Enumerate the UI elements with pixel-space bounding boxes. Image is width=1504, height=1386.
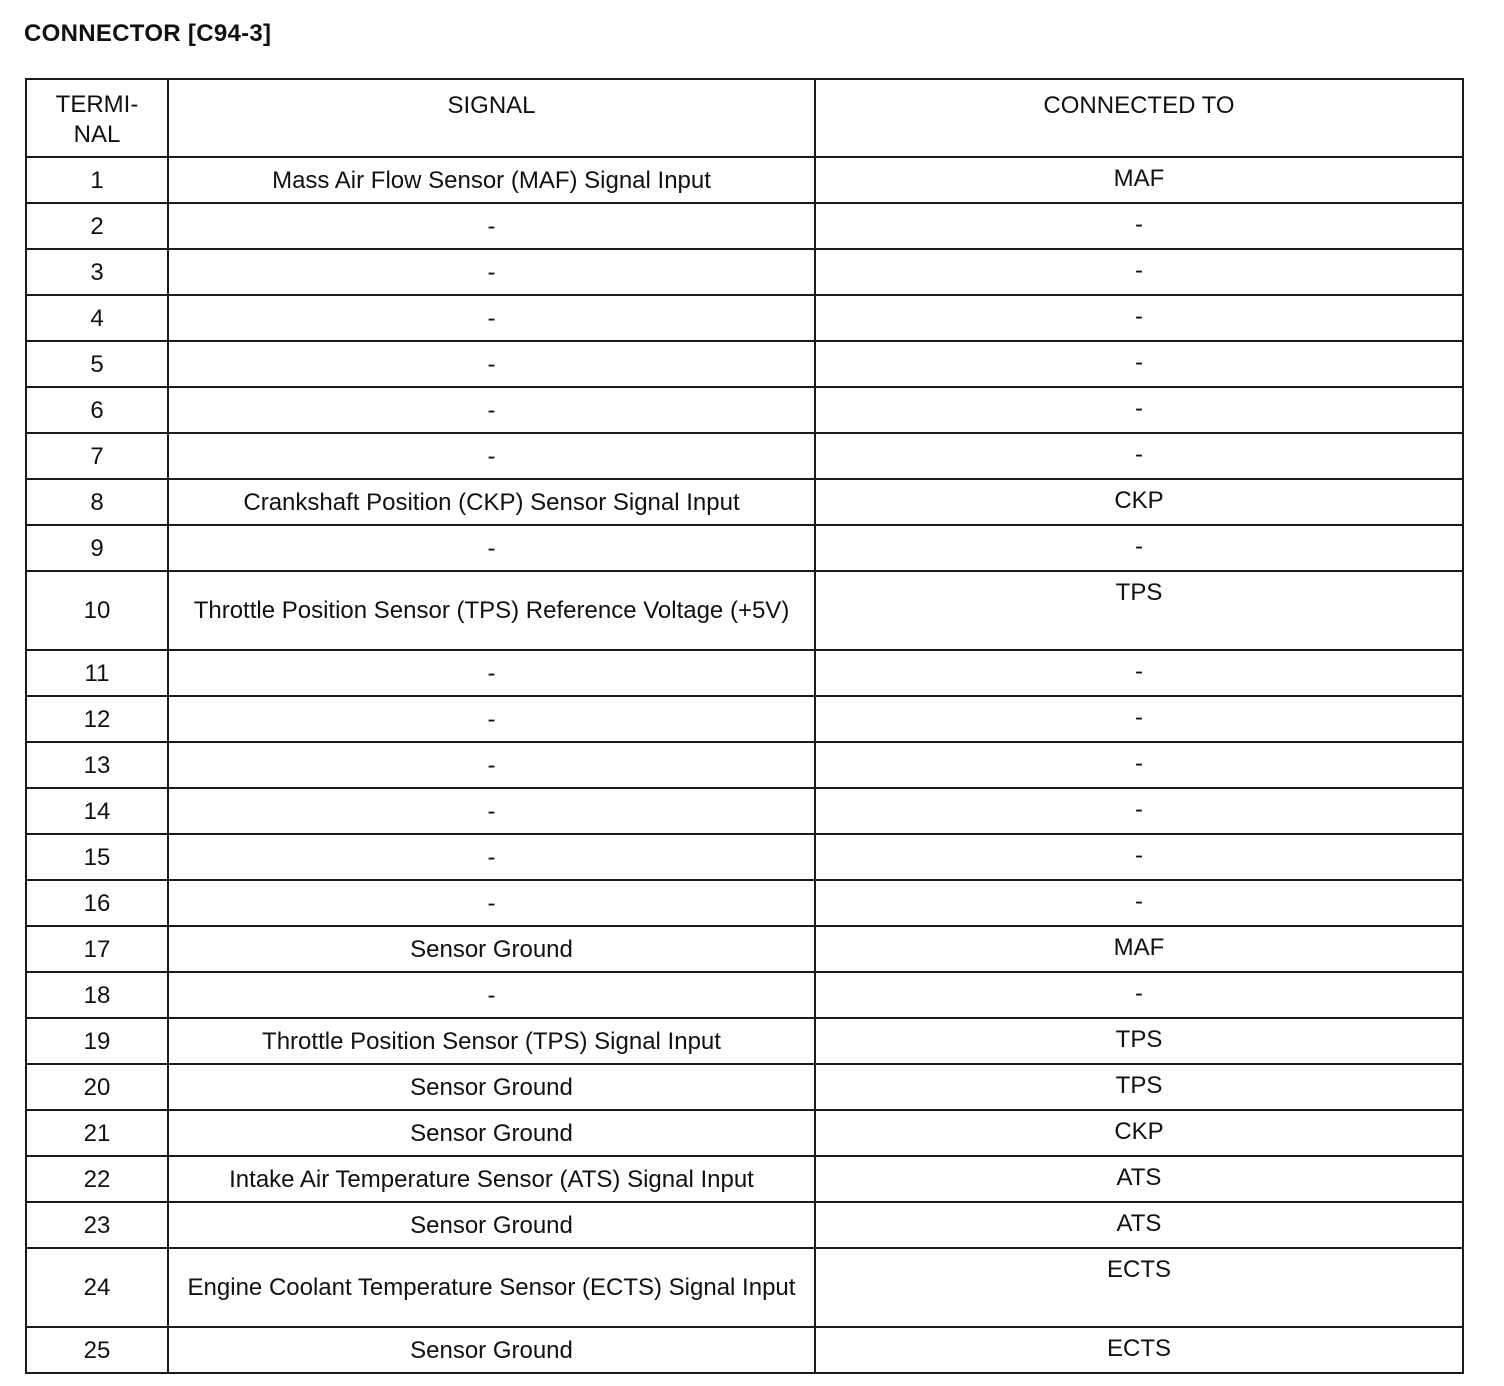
- connected-to-cell: -: [815, 525, 1463, 571]
- signal-cell: -: [168, 880, 815, 926]
- connected-to-cell: -: [815, 387, 1463, 433]
- connected-to-cell: -: [815, 742, 1463, 788]
- connected-to-cell: ATS: [815, 1156, 1463, 1202]
- table-row: [26, 433, 1463, 479]
- terminal-cell: 24: [26, 1248, 168, 1327]
- connector-pin-table: [25, 78, 1464, 1374]
- table-row: [26, 1110, 1463, 1156]
- table-row: [26, 1327, 1463, 1373]
- connected-to-cell: MAF: [815, 157, 1463, 203]
- terminal-cell: 23: [26, 1202, 168, 1248]
- signal-cell: Sensor Ground: [168, 926, 815, 972]
- terminal-cell: 18: [26, 972, 168, 1018]
- table-row: [26, 341, 1463, 387]
- connected-to-cell: MAF: [815, 926, 1463, 972]
- connected-to-cell: TPS: [815, 1018, 1463, 1064]
- table-row: [26, 788, 1463, 834]
- connected-to-cell: -: [815, 650, 1463, 696]
- connected-to-cell: -: [815, 203, 1463, 249]
- signal-cell: Sensor Ground: [168, 1064, 815, 1110]
- terminal-cell: 25: [26, 1327, 168, 1373]
- table-row: [26, 479, 1463, 525]
- terminal-cell: 3: [26, 249, 168, 295]
- signal-cell: -: [168, 650, 815, 696]
- table-row: [26, 972, 1463, 1018]
- table-row: [26, 1156, 1463, 1202]
- table-row: [26, 650, 1463, 696]
- connected-to-cell: -: [815, 295, 1463, 341]
- table-row: [26, 1018, 1463, 1064]
- terminal-cell: 1: [26, 157, 168, 203]
- connected-to-cell: ECTS: [815, 1248, 1463, 1327]
- table-row: [26, 742, 1463, 788]
- signal-cell: -: [168, 203, 815, 249]
- signal-cell: -: [168, 387, 815, 433]
- terminal-column-header: [26, 79, 168, 157]
- terminal-cell: 4: [26, 295, 168, 341]
- connected-to-cell: -: [815, 834, 1463, 880]
- signal-cell: Mass Air Flow Sensor (MAF) Signal Input: [168, 157, 815, 203]
- terminal-cell: 12: [26, 696, 168, 742]
- signal-cell: -: [168, 696, 815, 742]
- terminal-cell: 6: [26, 387, 168, 433]
- connected-to-column-header: CONNECTED TO: [815, 79, 1463, 157]
- table-row: [26, 525, 1463, 571]
- connected-to-cell: TPS: [815, 571, 1463, 650]
- table-row: [26, 1202, 1463, 1248]
- terminal-cell: 13: [26, 742, 168, 788]
- signal-cell: -: [168, 834, 815, 880]
- terminal-cell: 21: [26, 1110, 168, 1156]
- connected-to-cell: -: [815, 433, 1463, 479]
- signal-cell: -: [168, 525, 815, 571]
- terminal-cell: 20: [26, 1064, 168, 1110]
- connected-to-cell: -: [815, 880, 1463, 926]
- signal-column-header: SIGNAL: [168, 79, 815, 157]
- terminal-cell: 22: [26, 1156, 168, 1202]
- connected-to-cell: -: [815, 972, 1463, 1018]
- table-row: [26, 926, 1463, 972]
- terminal-cell: 8: [26, 479, 168, 525]
- table-row: [26, 834, 1463, 880]
- document-title: CONNECTOR [C94-3]: [24, 20, 272, 47]
- signal-cell: -: [168, 788, 815, 834]
- signal-cell: Intake Air Temperature Sensor (ATS) Signal Input: [168, 1156, 815, 1202]
- signal-cell: Throttle Position Sensor (TPS) Reference Voltage (+5V): [168, 571, 815, 650]
- signal-cell: -: [168, 972, 815, 1018]
- table-row: [26, 157, 1463, 203]
- signal-cell: Throttle Position Sensor (TPS) Signal Input: [168, 1018, 815, 1064]
- terminal-cell: 7: [26, 433, 168, 479]
- table-row: [26, 249, 1463, 295]
- table-row: [26, 1248, 1463, 1327]
- terminal-cell: 10: [26, 571, 168, 650]
- table-row: [26, 1064, 1463, 1110]
- terminal-cell: 11: [26, 650, 168, 696]
- table-row: [26, 696, 1463, 742]
- signal-cell: -: [168, 433, 815, 479]
- table-row: [26, 387, 1463, 433]
- connected-to-cell: -: [815, 788, 1463, 834]
- terminal-header-line1: TERMI-: [55, 91, 139, 118]
- terminal-cell: 5: [26, 341, 168, 387]
- table-row: [26, 295, 1463, 341]
- connected-to-cell: -: [815, 341, 1463, 387]
- terminal-cell: 2: [26, 203, 168, 249]
- terminal-cell: 17: [26, 926, 168, 972]
- connected-to-cell: ECTS: [815, 1327, 1463, 1373]
- terminal-cell: 19: [26, 1018, 168, 1064]
- table-header-row: [26, 79, 1463, 157]
- table-row: [26, 880, 1463, 926]
- table-row: [26, 203, 1463, 249]
- connected-to-cell: TPS: [815, 1064, 1463, 1110]
- terminal-header-line2: NAL: [73, 121, 121, 148]
- signal-cell: Sensor Ground: [168, 1327, 815, 1373]
- signal-cell: -: [168, 249, 815, 295]
- connected-to-cell: -: [815, 249, 1463, 295]
- signal-cell: Sensor Ground: [168, 1110, 815, 1156]
- table-body: [26, 157, 1463, 1373]
- signal-cell: Sensor Ground: [168, 1202, 815, 1248]
- connected-to-cell: ATS: [815, 1202, 1463, 1248]
- terminal-cell: 15: [26, 834, 168, 880]
- table-row: [26, 571, 1463, 650]
- signal-cell: -: [168, 742, 815, 788]
- connected-to-cell: CKP: [815, 479, 1463, 525]
- signal-cell: Crankshaft Position (CKP) Sensor Signal Input: [168, 479, 815, 525]
- connected-to-cell: CKP: [815, 1110, 1463, 1156]
- terminal-cell: 9: [26, 525, 168, 571]
- signal-cell: -: [168, 341, 815, 387]
- terminal-cell: 14: [26, 788, 168, 834]
- terminal-cell: 16: [26, 880, 168, 926]
- signal-cell: Engine Coolant Temperature Sensor (ECTS) Signal Input: [168, 1248, 815, 1327]
- connected-to-cell: -: [815, 696, 1463, 742]
- signal-cell: -: [168, 295, 815, 341]
